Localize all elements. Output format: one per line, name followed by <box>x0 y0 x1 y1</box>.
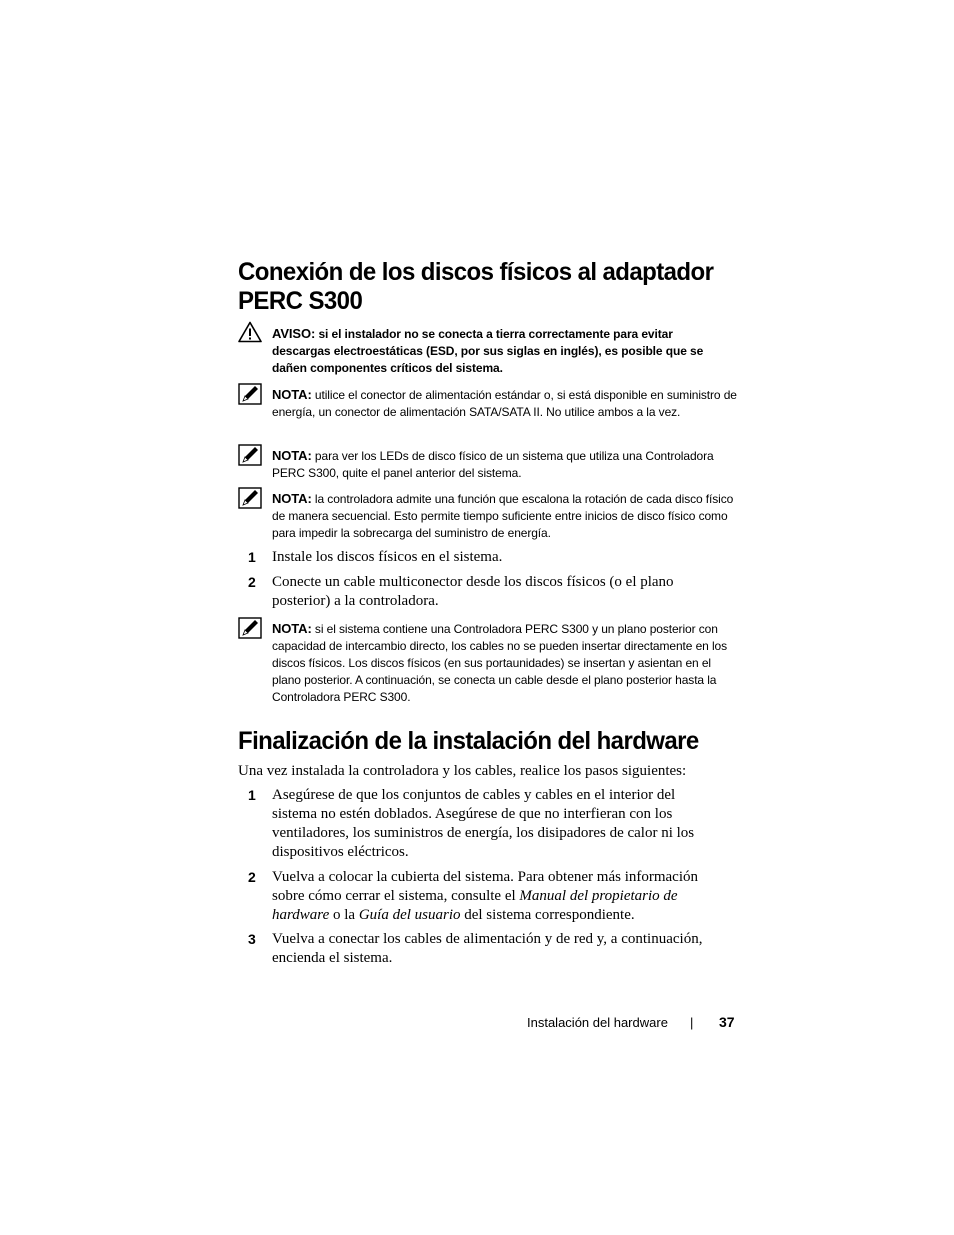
note-1 <box>272 386 742 421</box>
page-number: 37 <box>719 1014 735 1030</box>
step-number: 2 <box>248 574 256 590</box>
note-2 <box>272 447 742 482</box>
step-text-part: del sistema correspondiente. <box>460 907 635 923</box>
step-text <box>272 868 717 925</box>
step-number: 3 <box>248 931 256 947</box>
footer-separator: | <box>690 1015 694 1030</box>
note-pencil-icon <box>238 444 262 466</box>
note-1-text: utilice el conector de alimentación estándar o, si está disponible en suministro de energía, un conector de alimentación SATA/SATA II. No utilice ambos a la vez. <box>272 388 737 419</box>
note-3-text: la controladora admite una función que escalona la rotación de cada disco físico de manera secuencial. Esto permite tiempo suficiente entre inicios de disco físico como para impedir la sobrecarga del suministro de energía. <box>272 492 734 540</box>
note-1-label: NOTA: <box>272 387 312 402</box>
note-4 <box>272 620 742 706</box>
warning-notice <box>272 325 712 377</box>
footer-section-name: Instalación del hardware <box>527 1015 668 1030</box>
note-2-label: NOTA: <box>272 448 312 463</box>
note-4-label: NOTA: <box>272 621 312 636</box>
step-number: 1 <box>248 787 256 803</box>
step-number: 2 <box>248 869 256 885</box>
warning-text: si el instalador no se conecta a tierra correctamente para evitar descargas electroestáticas (ESD, por sus siglas en inglés), es posible que se dañen componentes críticos del sistema. <box>272 327 704 375</box>
note-pencil-icon <box>238 383 262 405</box>
step-text: Instale los discos físicos en el sistema. <box>272 549 503 565</box>
step-text: Conecte un cable multiconector desde los discos físicos (o el plano posterior) a la controladora. <box>272 574 674 609</box>
note-4-text: si el sistema contiene una Controladora PERC S300 y un plano posterior con capacidad de intercambio directo, los cables no se pueden insertar directamente en los discos físicos. Los discos físicos (en sus portaunidades) se insertan y asientan en el plano posterior. A continuación, se conecta un cable desde el plano posterior hasta la Controladora PERC S300. <box>272 622 728 704</box>
note-3 <box>272 490 742 542</box>
guide-reference: Guía del usuario <box>358 907 461 923</box>
step-text: Asegúrese de que los conjuntos de cables y cables en el interior del sistema no estén doblados. Asegúrese de que no interfieran con los ventiladores, los suministros de energía, los disipadores de calor ni los dispositivos eléctricos. <box>272 787 695 860</box>
note-pencil-icon <box>238 487 262 509</box>
warning-label: AVISO: <box>272 326 316 341</box>
section-title-line2: PERC S300 <box>238 287 363 315</box>
section-intro: Una vez instalada la controladora y los cables, realice los pasos siguientes: <box>238 763 687 779</box>
section-title-connection <box>238 258 713 316</box>
section-title-finalization: Finalización de la instalación del hardware <box>238 727 699 755</box>
note-pencil-icon <box>238 617 262 639</box>
step-number: 1 <box>248 549 256 565</box>
note-3-label: NOTA: <box>272 491 312 506</box>
step-text: Vuelva a conectar los cables de alimentación y de red y, a continuación, encienda el sistema. <box>272 931 703 966</box>
manual-reference: Manual del propietario de hardware <box>272 888 678 923</box>
note-2-text: para ver los LEDs de disco físico de un sistema que utiliza una Controladora PERC S300, quite el panel anterior del sistema. <box>272 449 714 480</box>
warning-icon <box>238 321 262 343</box>
step-text-part: o la <box>329 907 359 923</box>
section-title-line1: Conexión de los discos físicos al adaptador <box>238 258 714 286</box>
step-text-part: Vuelva a colocar la cubierta del sistema. Para obtener más información sobre cómo cerrar el sistema, consulte el <box>272 869 699 904</box>
